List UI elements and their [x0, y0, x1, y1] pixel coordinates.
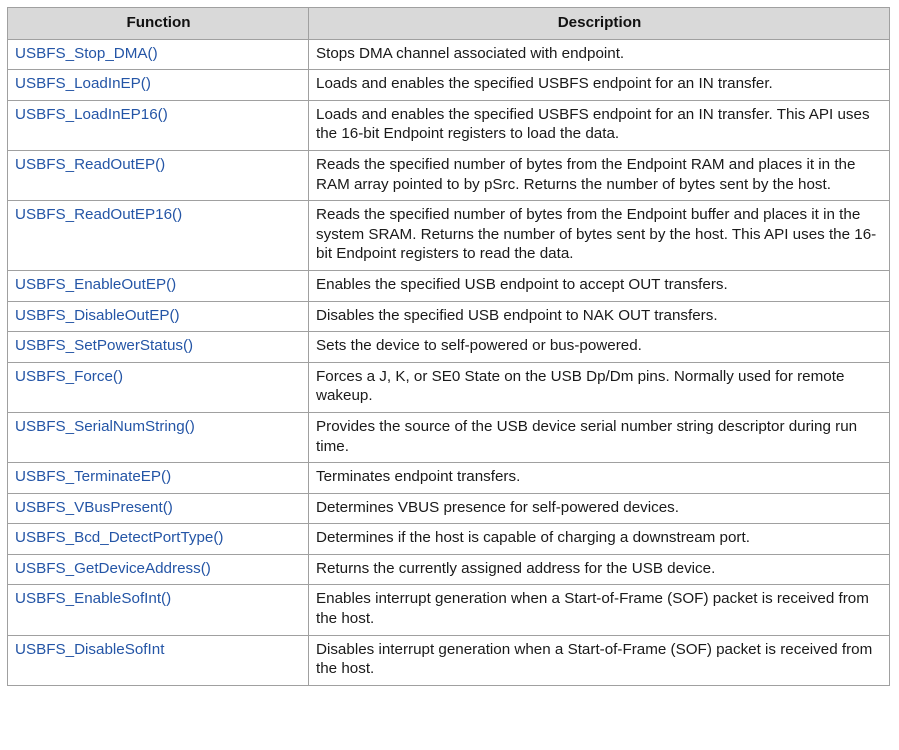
function-name[interactable]: USBFS_Stop_DMA() [8, 39, 309, 70]
function-description: Terminates endpoint transfers. [309, 463, 890, 494]
function-column-header: Function [8, 8, 309, 40]
table-row [8, 39, 890, 70]
table-row [8, 301, 890, 332]
table-row [8, 493, 890, 524]
table-row [8, 70, 890, 101]
function-name[interactable]: USBFS_GetDeviceAddress() [8, 554, 309, 585]
table-row [8, 100, 890, 150]
table-row [8, 463, 890, 494]
function-name[interactable]: USBFS_ReadOutEP16() [8, 201, 309, 271]
table-row [8, 635, 890, 685]
function-description: Enables the specified USB endpoint to accept OUT transfers. [309, 270, 890, 301]
function-description: Enables interrupt generation when a Start-of-Frame (SOF) packet is received from the host. [309, 585, 890, 635]
table-row [8, 270, 890, 301]
function-name[interactable]: USBFS_VBusPresent() [8, 493, 309, 524]
function-name[interactable]: USBFS_SerialNumString() [8, 412, 309, 462]
description-column-header: Description [309, 8, 890, 40]
table-header-row [8, 8, 890, 40]
function-name[interactable]: USBFS_LoadInEP16() [8, 100, 309, 150]
function-name[interactable]: USBFS_LoadInEP() [8, 70, 309, 101]
function-description: Returns the currently assigned address for the USB device. [309, 554, 890, 585]
function-name[interactable]: USBFS_EnableOutEP() [8, 270, 309, 301]
function-description: Disables interrupt generation when a Start-of-Frame (SOF) packet is received from the host. [309, 635, 890, 685]
table-row [8, 150, 890, 200]
function-name[interactable]: USBFS_ReadOutEP() [8, 150, 309, 200]
function-description: Sets the device to self-powered or bus-powered. [309, 332, 890, 363]
function-description: Loads and enables the specified USBFS endpoint for an IN transfer. This API uses the 16-bit Endpoint registers to load the data. [309, 100, 890, 150]
function-description: Disables the specified USB endpoint to NAK OUT transfers. [309, 301, 890, 332]
table-row [8, 332, 890, 363]
function-name[interactable]: USBFS_TerminateEP() [8, 463, 309, 494]
table-row [8, 524, 890, 555]
function-name[interactable]: USBFS_SetPowerStatus() [8, 332, 309, 363]
function-description: Reads the specified number of bytes from the Endpoint RAM and places it in the RAM array pointed to by pSrc. Returns the number of bytes sent by the host. [309, 150, 890, 200]
function-description: Reads the specified number of bytes from the Endpoint buffer and places it in the system SRAM. Returns the number of bytes sent by the host. This API uses the 16-bit Endpoint registers to read the data. [309, 201, 890, 271]
table-row [8, 554, 890, 585]
table-row [8, 362, 890, 412]
function-description: Determines if the host is capable of charging a downstream port. [309, 524, 890, 555]
table-row [8, 201, 890, 271]
function-description: Stops DMA channel associated with endpoint. [309, 39, 890, 70]
function-description: Forces a J, K, or SE0 State on the USB Dp/Dm pins. Normally used for remote wakeup. [309, 362, 890, 412]
table-row [8, 585, 890, 635]
function-description: Loads and enables the specified USBFS endpoint for an IN transfer. [309, 70, 890, 101]
function-name[interactable]: USBFS_Bcd_DetectPortType() [8, 524, 309, 555]
function-description: Provides the source of the USB device serial number string descriptor during run time. [309, 412, 890, 462]
function-name[interactable]: USBFS_Force() [8, 362, 309, 412]
api-function-table [7, 7, 890, 686]
function-name[interactable]: USBFS_EnableSofInt() [8, 585, 309, 635]
table-row [8, 412, 890, 462]
function-description: Determines VBUS presence for self-powered devices. [309, 493, 890, 524]
function-name[interactable]: USBFS_DisableSofInt [8, 635, 309, 685]
function-name[interactable]: USBFS_DisableOutEP() [8, 301, 309, 332]
